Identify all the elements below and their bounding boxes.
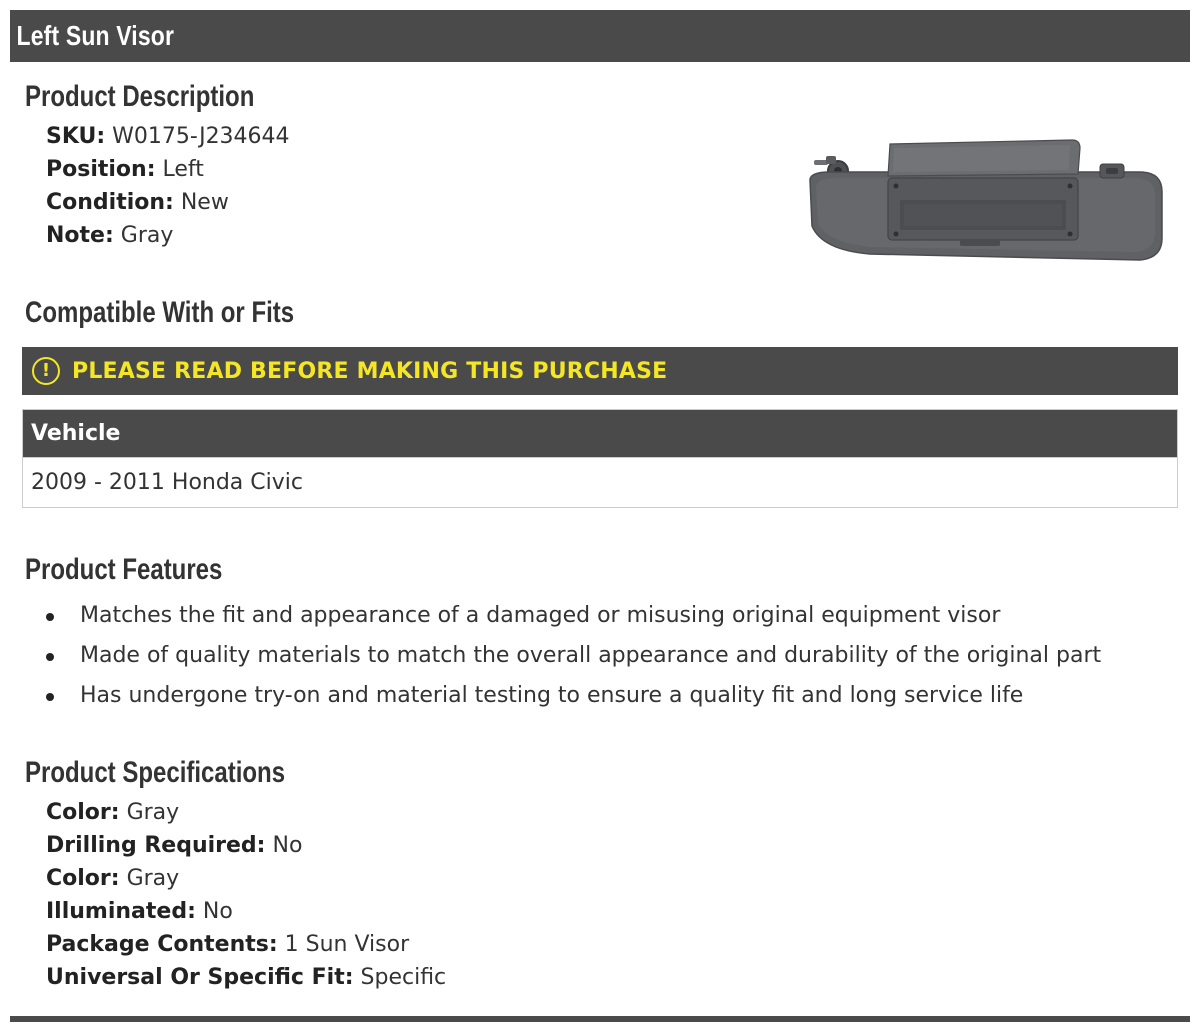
spec-condition: [46, 186, 229, 219]
product-description-heading: Product Description: [25, 80, 255, 113]
product-features-heading: Product Features: [25, 553, 223, 586]
vehicle-cell: 2009 - 2011 Honda Civic: [23, 458, 1178, 508]
list-item: Matches the fit and appearance of a damaged or misusing original equipment visor: [40, 596, 1101, 636]
list-item: Made of quality materials to match the overall appearance and durability of the original part: [40, 636, 1101, 676]
spec-label: Illuminated:: [46, 899, 196, 924]
spec-sku: [46, 120, 290, 153]
spec-note: [46, 219, 173, 252]
spec-value: Left: [162, 157, 204, 182]
spec-label: Note:: [46, 223, 114, 248]
spec-value: 1 Sun Visor: [284, 932, 410, 957]
sun-visor-image: [800, 130, 1170, 270]
spec-position: [46, 153, 204, 186]
spec-drilling-required: [46, 829, 302, 862]
spec-value: Gray: [126, 866, 180, 891]
spec-illuminated: [46, 895, 233, 928]
bottom-divider: [10, 1016, 1190, 1022]
list-item: Has undergone try-on and material testing to ensure a quality fit and long service life: [40, 676, 1101, 716]
warning-text: PLEASE READ BEFORE MAKING THIS PURCHASE: [72, 358, 668, 384]
page-title: Left Sun Visor: [16, 20, 175, 51]
product-specifications-heading: Product Specifications: [25, 756, 286, 789]
spec-label: Package Contents:: [46, 932, 278, 957]
spec-label: Drilling Required:: [46, 833, 266, 858]
spec-color: [46, 862, 179, 895]
purchase-warning-banner: [22, 347, 1178, 395]
vehicle-table: [22, 409, 1178, 508]
spec-label: Position:: [46, 157, 156, 182]
warning-icon: !: [32, 357, 60, 385]
spec-label: SKU:: [46, 124, 106, 149]
spec-value: New: [180, 190, 229, 215]
features-list: [40, 596, 1101, 716]
spec-color: [46, 796, 179, 829]
spec-label: Color:: [46, 800, 120, 825]
spec-value: No: [272, 833, 303, 858]
vehicle-column-header: Vehicle: [23, 410, 1178, 458]
spec-value: No: [202, 899, 233, 924]
spec-value: W0175-J234644: [112, 124, 290, 149]
title-bar: [10, 10, 1190, 62]
table-row: [23, 458, 1178, 508]
spec-fit: [46, 961, 446, 994]
spec-label: Condition:: [46, 190, 174, 215]
spec-value: Gray: [120, 223, 174, 248]
table-header-row: [23, 410, 1178, 458]
spec-label: Color:: [46, 866, 120, 891]
spec-value: Gray: [126, 800, 180, 825]
spec-value: Specific: [360, 965, 447, 990]
spec-label: Universal Or Specific Fit:: [46, 965, 354, 990]
compatibility-heading: Compatible With or Fits: [25, 296, 295, 329]
spec-package-contents: [46, 928, 409, 961]
